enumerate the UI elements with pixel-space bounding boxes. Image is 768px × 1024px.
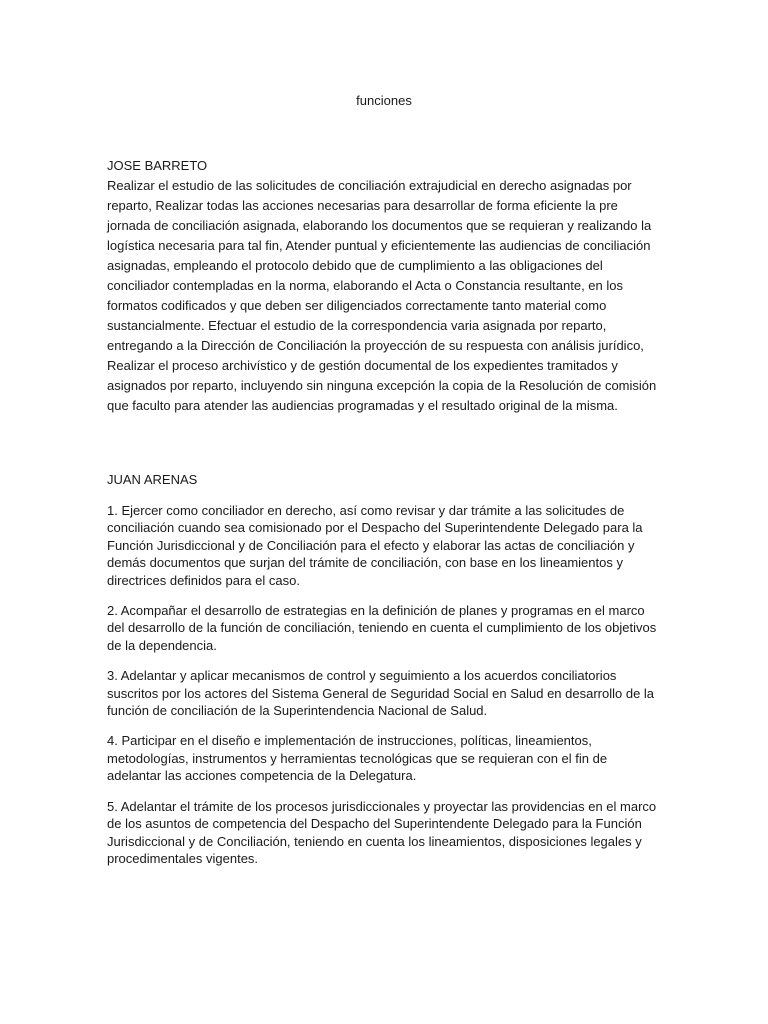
numbered-item-1: 1. Ejercer como conciliador en derecho, así como revisar y dar trámite a las solicitudes de conciliación cuando sea comisionado por el Despacho del Superintendente Delegado para la Función Jurisdiccional y de Conciliación para el efecto y elaborar las actas de conciliación y demás documentos que surjan del trámite de conciliación, con base en los lineamientos y directrices definidos para el caso. [107,503,643,588]
document-title: funciones [356,93,412,108]
section-heading: JOSE BARRETO [107,158,208,173]
document-body [107,156,663,880]
numbered-item-2: 2. Acompañar el desarrollo de estrategias en la definición de planes y programas en el marco del desarrollo de la función de conciliación, teniendo en cuenta el cumplimiento de los objetivos de la dependencia. [107,603,657,653]
section-heading: JUAN ARENAS [107,472,198,487]
numbered-item-5: 5. Adelantar el trámite de los procesos jurisdiccionales y proyectar las providencias en el marco de los asuntos de competencia del Despacho del Superintendente Delegado para la Función Jurisdiccional y de Conciliación, teniendo en cuenta los lineamientos, disposiciones legales y procedimentales vigentes. [107,798,657,866]
numbered-item-4: 4. Participar en el diseño e implementación de instrucciones, políticas, lineamientos, metodologías, instrumentos y herramientas tecnológicas que se requieran con el fin de adelantar las acciones competencia de la Delegatura. [107,733,608,784]
section-paragraph: Realizar el estudio de las solicitudes de conciliación extrajudicial en derecho asignadas por reparto, Realizar todas las acciones necesarias para desarrollar de forma eficiente la pre jornada de conciliación asignada, elaborando los documentos que se requieran y realizando la logística necesaria para tal fin, Atender puntual y eficientemente las audiencias de conciliación asignadas, empleando el protocolo debido que de cumplimiento a las obligaciones del conciliador contempladas en la norma, elaborando el Acta o Constancia resultante, en los formatos codificados y que deben ser diligenciados correctamente tanto material como sustancialmente. Efectuar el estudio de la correspondencia varia asignada por reparto, entregando a la Dirección de Conciliación la proyección de su respuesta con análisis jurídico, Realizar el proceso archivístico y de gestión documental de los expedientes tramitados y asignados por reparto, incluyendo sin ninguna excepción la copia de la Resolución de comisión que faculto para atender las audiencias programadas y el resultado original de la misma. [107,178,657,413]
section-jose-barreto [107,156,663,416]
section-juan-arenas [107,470,663,867]
numbered-item-3: 3. Adelantar y aplicar mecanismos de control y seguimiento a los acuerdos conciliatorios suscritos por los actores del Sistema General de Seguridad Social en Salud en desarrollo de la función de conciliación de la Superintendencia Nacional de Salud. [107,668,655,719]
